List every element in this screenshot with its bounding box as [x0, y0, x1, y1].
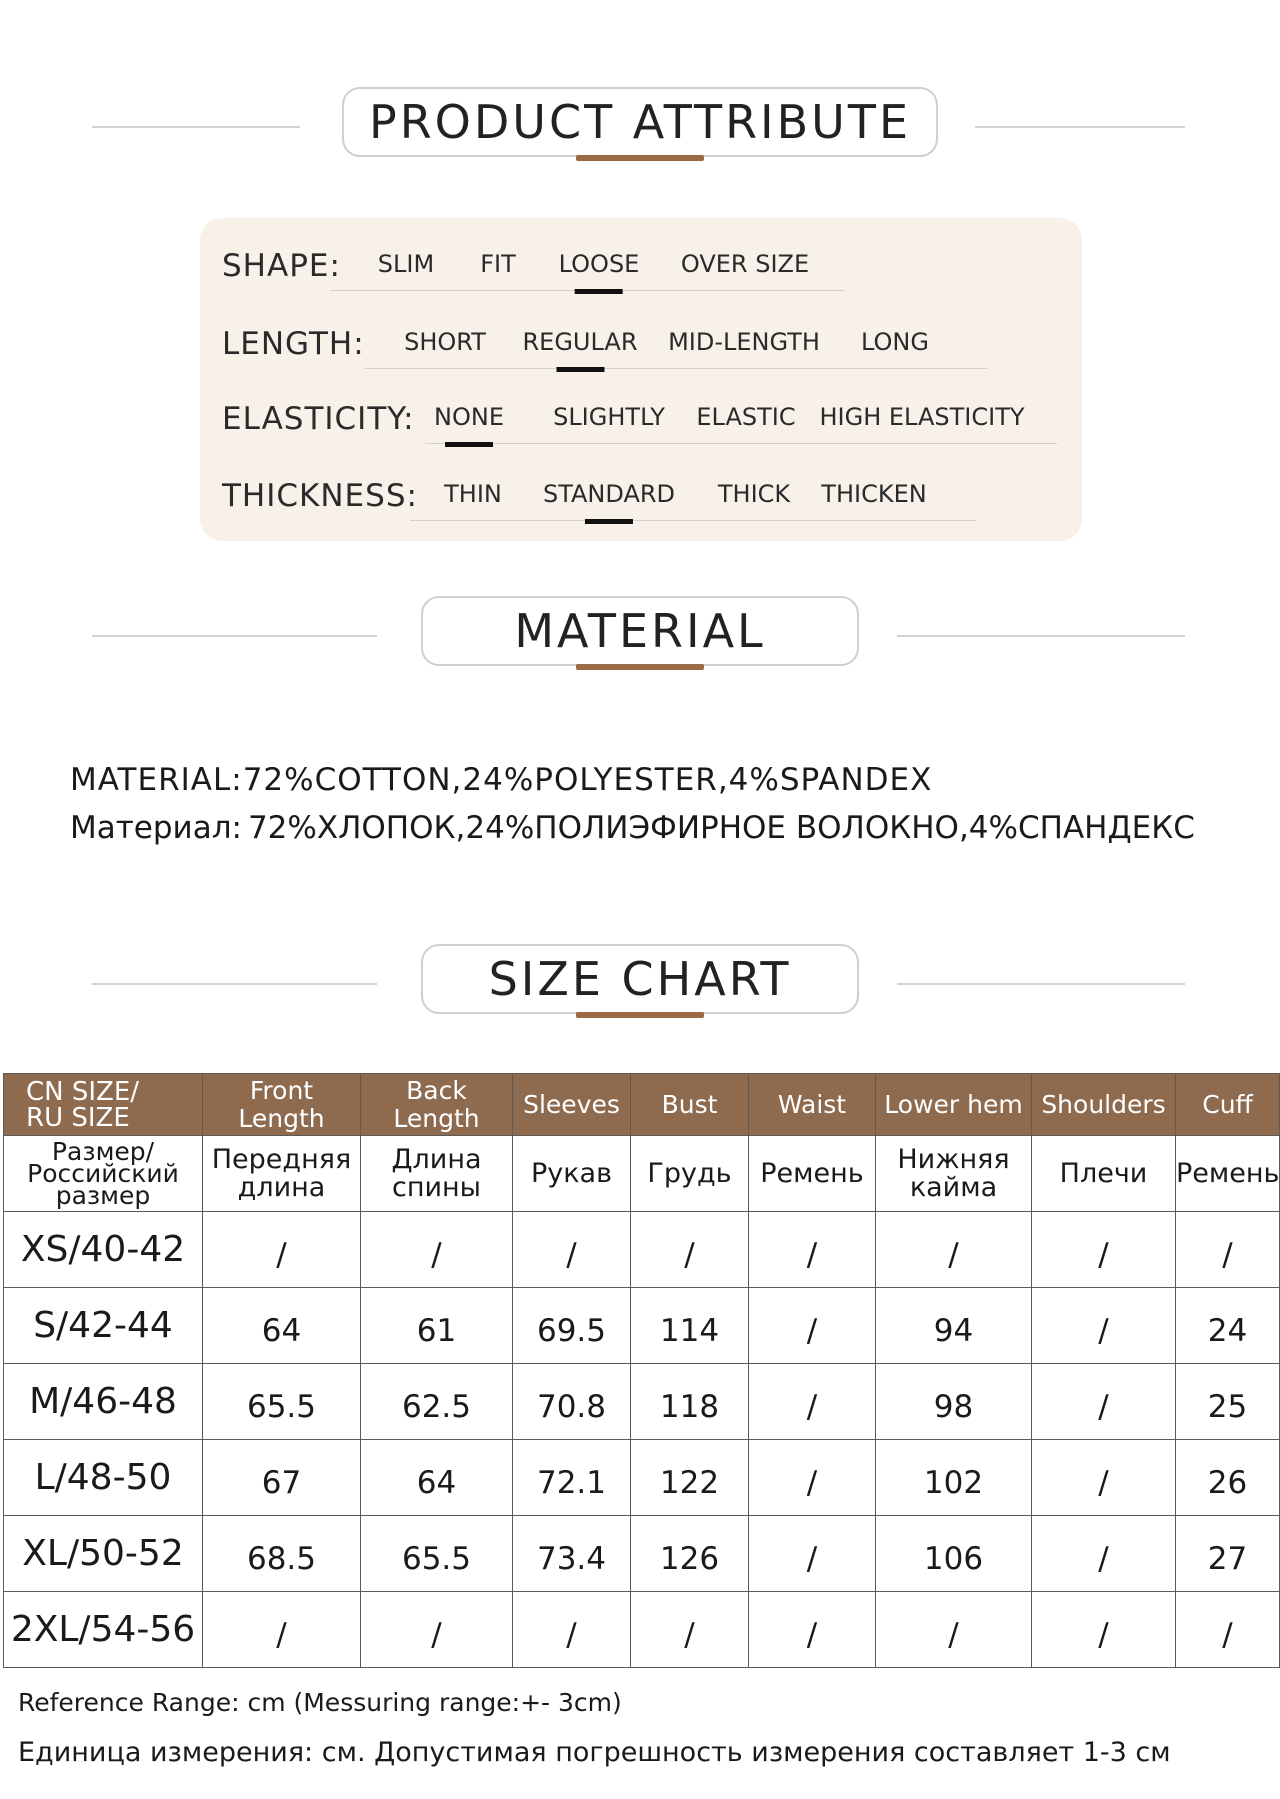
header-divider-left: [92, 126, 300, 128]
front-length-cell: 65.5: [203, 1364, 361, 1440]
header-divider-left: [92, 983, 377, 985]
sleeves-cell: 72.1: [513, 1440, 631, 1516]
front-length-cell: /: [203, 1212, 361, 1288]
size-cell: L/48-50: [4, 1440, 203, 1516]
header-divider-right: [975, 126, 1185, 128]
header-row-ru: [4, 1136, 1280, 1212]
size-cell: XS/40-42: [4, 1212, 203, 1288]
table-row: [4, 1592, 1280, 1668]
lower-hem-cell: 106: [876, 1516, 1032, 1592]
sleeves-cell: 70.8: [513, 1364, 631, 1440]
front-length-cell: /: [203, 1592, 361, 1668]
option-slim: SLIM: [377, 250, 435, 278]
shoulders-cell: /: [1032, 1212, 1176, 1288]
col-header-ru-bust: Грудь: [631, 1136, 749, 1212]
waist-cell: /: [749, 1364, 876, 1440]
table-row: [4, 1288, 1280, 1364]
cuff-cell: 27: [1176, 1516, 1280, 1592]
attribute-label: THICKNESS:: [222, 478, 418, 514]
title-accent-bar: [576, 1012, 704, 1018]
attribute-row-length: [200, 318, 1082, 378]
front-length-cell: 64: [203, 1288, 361, 1364]
sleeves-cell: 73.4: [513, 1516, 631, 1592]
col-header-front-length: Front Length: [203, 1074, 361, 1136]
attribute-rule: [425, 443, 1057, 444]
cuff-cell: /: [1176, 1212, 1280, 1288]
back-length-cell: /: [361, 1592, 513, 1668]
col-header-ru-waist: Ремень: [749, 1136, 876, 1212]
material-russian: [70, 810, 1195, 846]
section-title: MATERIAL: [421, 596, 859, 666]
shoulders-cell: /: [1032, 1440, 1176, 1516]
reference-note-ru: Единица измерения: см. Допустимая погрешность измерения составляет 1-3 см: [18, 1737, 1171, 1768]
bust-cell: /: [631, 1212, 749, 1288]
size-cell: 2XL/54-56: [4, 1592, 203, 1668]
material-value-ru: 72%ХЛОПОК,24%ПОЛИЭФИРНОЕ ВОЛОКНО,4%СПАНДЕКС: [247, 810, 1195, 846]
table-row: [4, 1212, 1280, 1288]
col-header-ru-sleeves: Рукав: [513, 1136, 631, 1212]
option-high-elasticity: HIGH ELASTICITY: [819, 403, 1025, 431]
section-title: PRODUCT ATTRIBUTE: [342, 87, 938, 157]
option-slightly: SLIGHTLY: [553, 403, 665, 431]
size-chart-header: [0, 944, 1280, 1024]
header-row-en: [4, 1074, 1280, 1136]
option-mid-length: MID-LENGTH: [668, 328, 820, 356]
lower-hem-cell: 94: [876, 1288, 1032, 1364]
waist-cell: /: [749, 1592, 876, 1668]
option-short: SHORT: [404, 328, 486, 356]
option-thicken: THICKEN: [821, 480, 927, 508]
table-row: [4, 1516, 1280, 1592]
waist-cell: /: [749, 1288, 876, 1364]
size-cell: XL/50-52: [4, 1516, 203, 1592]
option-thin: THIN: [444, 480, 502, 508]
reference-note-en: Reference Range: cm (Messuring range:+- 3cm): [18, 1688, 622, 1717]
lower-hem-cell: /: [876, 1212, 1032, 1288]
col-header-bust: Bust: [631, 1074, 749, 1136]
col-header-ru-shoulders: Плечи: [1032, 1136, 1176, 1212]
material-label-en: MATERIAL:: [70, 762, 243, 798]
material-label-ru: Материал:: [70, 810, 242, 846]
col-header-lower-hem: Lower hem: [876, 1074, 1032, 1136]
option-standard-selected: STANDARD: [542, 480, 676, 508]
bust-cell: /: [631, 1592, 749, 1668]
product-attribute-header: [0, 87, 1280, 167]
size-cell: S/42-44: [4, 1288, 203, 1364]
attribute-panel: [200, 218, 1082, 541]
sleeves-cell: 69.5: [513, 1288, 631, 1364]
col-header-waist: Waist: [749, 1074, 876, 1136]
option-none-selected: NONE: [434, 403, 504, 431]
back-length-cell: 62.5: [361, 1364, 513, 1440]
size-chart-table: [3, 1073, 1280, 1668]
option-regular-selected: REGULAR: [522, 328, 638, 356]
col-header-cuff: Cuff: [1176, 1074, 1280, 1136]
material-header: [0, 596, 1280, 676]
attribute-row-thickness: [200, 470, 1082, 530]
back-length-cell: 61: [361, 1288, 513, 1364]
col-header-sleeves: Sleeves: [513, 1074, 631, 1136]
header-divider-left: [92, 635, 377, 637]
section-title: SIZE CHART: [421, 944, 859, 1014]
material-value-en: 72%COTTON,24%POLYESTER,4%SPANDEX: [242, 762, 933, 798]
col-header-ru-size: Размер/ Российский размер: [4, 1136, 203, 1212]
bust-cell: 114: [631, 1288, 749, 1364]
waist-cell: /: [749, 1440, 876, 1516]
front-length-cell: 68.5: [203, 1516, 361, 1592]
option-fit: FIT: [480, 250, 516, 278]
attribute-row-elasticity: [200, 393, 1082, 453]
title-accent-bar: [576, 155, 704, 161]
shoulders-cell: /: [1032, 1516, 1176, 1592]
back-length-cell: /: [361, 1212, 513, 1288]
bust-cell: 126: [631, 1516, 749, 1592]
cuff-cell: /: [1176, 1592, 1280, 1668]
back-length-cell: 64: [361, 1440, 513, 1516]
title-accent-bar: [576, 664, 704, 670]
back-length-cell: 65.5: [361, 1516, 513, 1592]
sleeves-cell: /: [513, 1212, 631, 1288]
bust-cell: 122: [631, 1440, 749, 1516]
attribute-rule: [410, 520, 976, 521]
lower-hem-cell: 98: [876, 1364, 1032, 1440]
col-header-shoulders: Shoulders: [1032, 1074, 1176, 1136]
shoulders-cell: /: [1032, 1364, 1176, 1440]
option-thick: THICK: [717, 480, 791, 508]
col-header-ru-back-length: Длина спины: [361, 1136, 513, 1212]
col-header-size: CN SIZE/ RU SIZE: [4, 1074, 203, 1136]
shoulders-cell: /: [1032, 1592, 1176, 1668]
cuff-cell: 25: [1176, 1364, 1280, 1440]
front-length-cell: 67: [203, 1440, 361, 1516]
col-header-ru-front-length: Передняя длина: [203, 1136, 361, 1212]
waist-cell: /: [749, 1212, 876, 1288]
col-header-back-length: Back Length: [361, 1074, 513, 1136]
table-row: [4, 1440, 1280, 1516]
table-row: [4, 1364, 1280, 1440]
attribute-rule: [365, 368, 987, 369]
attribute-label: LENGTH:: [222, 326, 365, 362]
waist-cell: /: [749, 1516, 876, 1592]
attribute-row-shape: [200, 240, 1082, 300]
option-over-size: OVER SIZE: [680, 250, 810, 278]
bust-cell: 118: [631, 1364, 749, 1440]
option-elastic: ELASTIC: [696, 403, 796, 431]
material-english: [70, 762, 932, 798]
lower-hem-cell: /: [876, 1592, 1032, 1668]
attribute-label: ELASTICITY:: [222, 401, 415, 437]
header-divider-right: [897, 635, 1185, 637]
cuff-cell: 26: [1176, 1440, 1280, 1516]
size-cell: M/46-48: [4, 1364, 203, 1440]
cuff-cell: 24: [1176, 1288, 1280, 1364]
option-long: LONG: [861, 328, 929, 356]
option-loose-selected: LOOSE: [558, 250, 640, 278]
sleeves-cell: /: [513, 1592, 631, 1668]
header-divider-right: [897, 983, 1185, 985]
shoulders-cell: /: [1032, 1288, 1176, 1364]
col-header-ru-cuff: Ремень: [1176, 1136, 1280, 1212]
attribute-label: SHAPE:: [222, 248, 341, 284]
col-header-ru-lower-hem: Нижняя кайма: [876, 1136, 1032, 1212]
lower-hem-cell: 102: [876, 1440, 1032, 1516]
